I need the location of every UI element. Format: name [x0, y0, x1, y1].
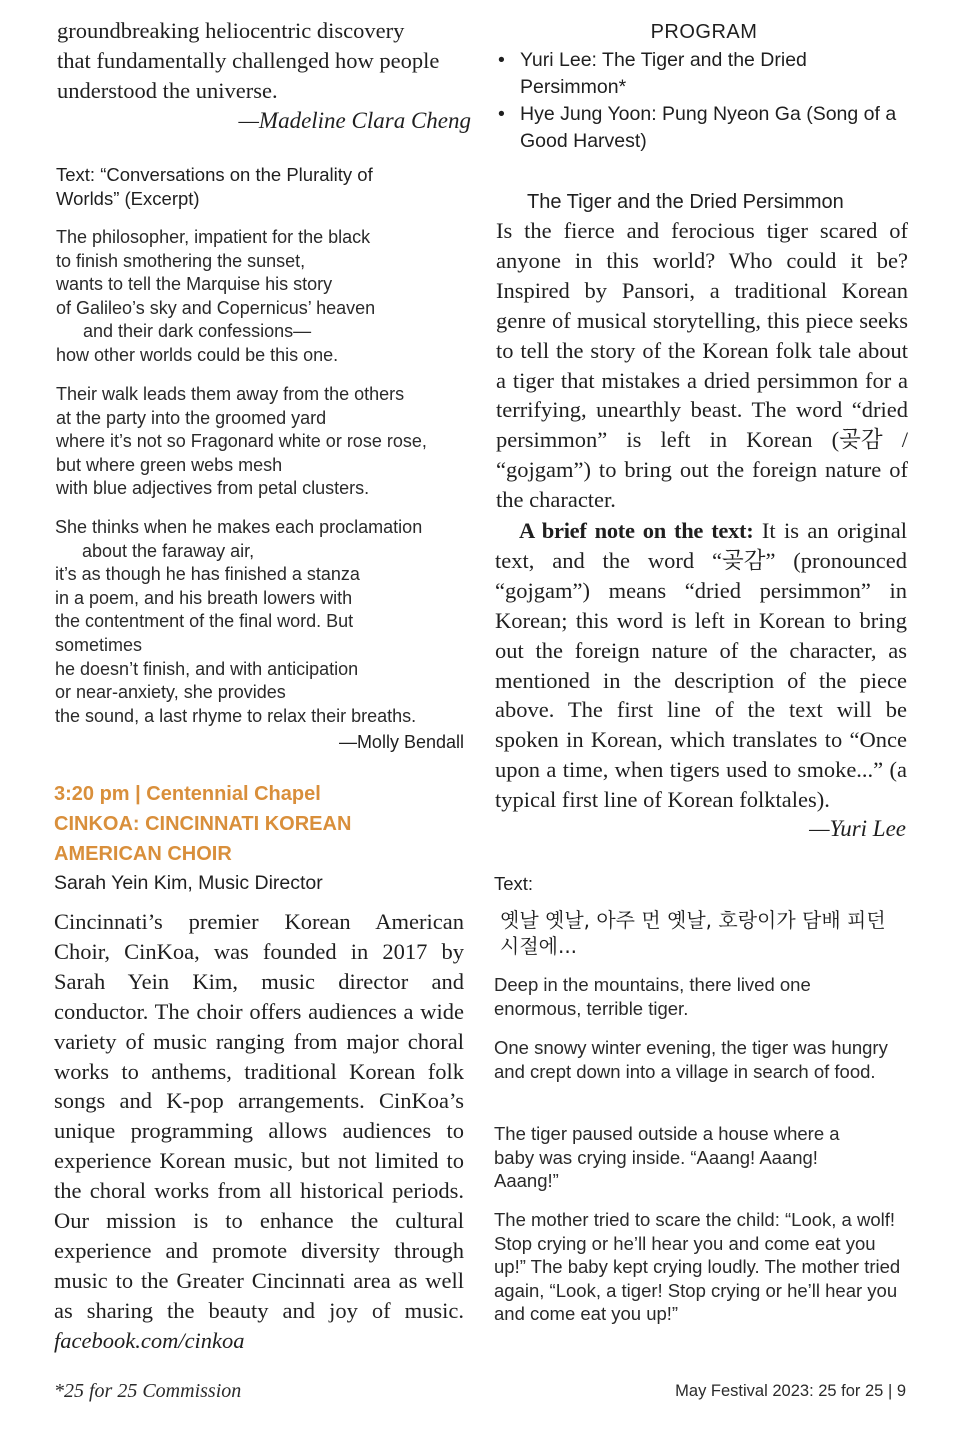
- music-director: Sarah Yein Kim, Music Director: [54, 872, 323, 894]
- intro-line: that fundamentally challenged how people: [57, 47, 440, 73]
- poem-stanza-1: [56, 226, 470, 368]
- poem-line: She thinks when he makes each proclamation: [55, 517, 423, 537]
- poem-attribution: —Molly Bendall: [338, 732, 464, 752]
- poem-line: to finish smothering the sunset,: [56, 250, 306, 271]
- event-title: CINKOA: CINCINNATI KOREAN: [54, 813, 352, 835]
- description-text: Cincinnati’s premier Korean American Choir, CinKoa, was founded in 2017 by Sarah Yein Kim, music director and conductor. The choir offers audiences a wide variety of music ranging from major choral works to anthems, traditional Korean folk songs and K-pop arrangements. CinKoa’s unique programming allows audiences to experience Korean music, but not limited to the choral works from all historical periods. Our mission is to enhance the cultural experience and promote diversity through music to the Greater Cincinnati area as well as sharing the beauty and joy of music.: [54, 909, 464, 1323]
- poem-line: the contentment of the final word. But: [55, 611, 354, 632]
- intro-block: [57, 16, 471, 136]
- choir-description: [54, 907, 464, 1356]
- poem-line: where it’s not so Fragonard white or rose rose,: [56, 431, 427, 452]
- note-attribution: —Yuri Lee: [809, 816, 906, 841]
- event-header: [54, 779, 468, 869]
- program-title: PROGRAM: [650, 21, 758, 43]
- event-title: AMERICAN CHOIR: [54, 843, 232, 865]
- piece-description: Is the fierce and ferocious tiger scared of anyone in this world? Who could it be? Inspired by Pansori, a traditional Korean genre of musical storytelling, this piece seeks to tell the story of the Korean folk tale about a tiger that mistakes a dried persimmon for a terrifying, unearthly beast. The word “dried persimmon” is left in Korean (곶감 / “gojgam”) to bring out the foreign nature of the character.: [496, 218, 908, 513]
- intro-line: groundbreaking heliocentric discovery: [57, 18, 405, 43]
- korean-opening-line: 옛날 옛날, 아주 먼 옛날, 호랑이가 담배 피던 시절에...: [500, 908, 886, 958]
- program-item: • Hye Jung Yoon: Pung Nyeon Ga (Song of a Good Harvest): [494, 101, 908, 155]
- piece-title: The Tiger and the Dried Persimmon: [527, 191, 844, 213]
- note-label: A brief note on the text:: [519, 518, 754, 543]
- poem-line: sometimes: [55, 634, 143, 655]
- story-paragraph: The mother tried to scare the child: “Look, a wolf! Stop crying or he’ll hear you and come eat you up!” The baby kept crying loudly. The mother tried again, “Look, a tiger! Stop crying or he’ll hear you and come eat you up!”: [494, 1209, 901, 1325]
- event-time: 3:20 pm | Centennial Chapel: [54, 783, 321, 805]
- poem-line: the sound, a last rhyme to relax their breaths.: [55, 705, 417, 726]
- poem-line: but where green webs mesh: [56, 454, 283, 475]
- poem-line: of Galileo’s sky and Copernicus’ heaven: [56, 297, 376, 318]
- poem-line: and their dark confessions—: [83, 321, 312, 342]
- story-paragraph: One snowy winter evening, the tiger was hungry and crept down into a village in search of food.: [494, 1037, 888, 1082]
- intro-line: understood the universe.: [57, 77, 278, 103]
- poem-heading: Text: “Conversations on the Plurality of Worlds” (Excerpt): [56, 164, 373, 209]
- poem-line: about the faraway air,: [82, 540, 255, 561]
- commission-note: *25 for 25 Commission: [54, 1380, 242, 1402]
- poem-line: The philosopher, impatient for the black: [56, 227, 371, 247]
- poem-stanza-3: [55, 516, 469, 728]
- program-item: • Yuri Lee: The Tiger and the Dried Persimmon*: [494, 47, 908, 101]
- poem-line: at the party into the groomed yard: [56, 407, 327, 428]
- text-label: Text:: [494, 873, 534, 894]
- poem-line: Their walk leads them away from the others: [56, 384, 405, 404]
- note-text: It is an original text, and the word “곶감” (pronounced “gojgam”) means “dried persimmon” in Korean; this word is left in Korean to bring out the foreign nature of the character, as mentioned in the description of the piece above. The first line of the text will be spoken in Korean, which translates to “Once upon a time, when tigers used to smoke...” (a typical first line of Korean folktales).: [495, 518, 907, 813]
- poem-line: with blue adjectives from petal clusters.: [56, 478, 370, 499]
- poem-line: in a poem, and his breath lowers with: [55, 587, 353, 608]
- facebook-link[interactable]: facebook.com/cinkoa: [54, 1327, 245, 1353]
- poem-line: wants to tell the Marquise his story: [56, 274, 333, 295]
- intro-attribution: —Madeline Clara Cheng: [238, 107, 471, 133]
- story-paragraph: Deep in the mountains, there lived one enormous, terrible tiger.: [494, 974, 811, 1019]
- poem-line: it’s as though he has finished a stanza: [55, 564, 360, 585]
- page-footer: May Festival 2023: 25 for 25 | 9: [675, 1382, 906, 1400]
- story-paragraph: The tiger paused outside a house where a baby was crying inside. “Aaang! Aaang! Aaang!”: [494, 1123, 840, 1192]
- program-list: [494, 47, 908, 155]
- poem-line: or near-anxiety, she provides: [55, 682, 286, 703]
- poem-line: how other worlds could be this one.: [56, 344, 339, 365]
- poem-stanza-2: [56, 383, 470, 501]
- text-note: [495, 516, 907, 815]
- poem-line: he doesn’t finish, and with anticipation: [55, 658, 359, 679]
